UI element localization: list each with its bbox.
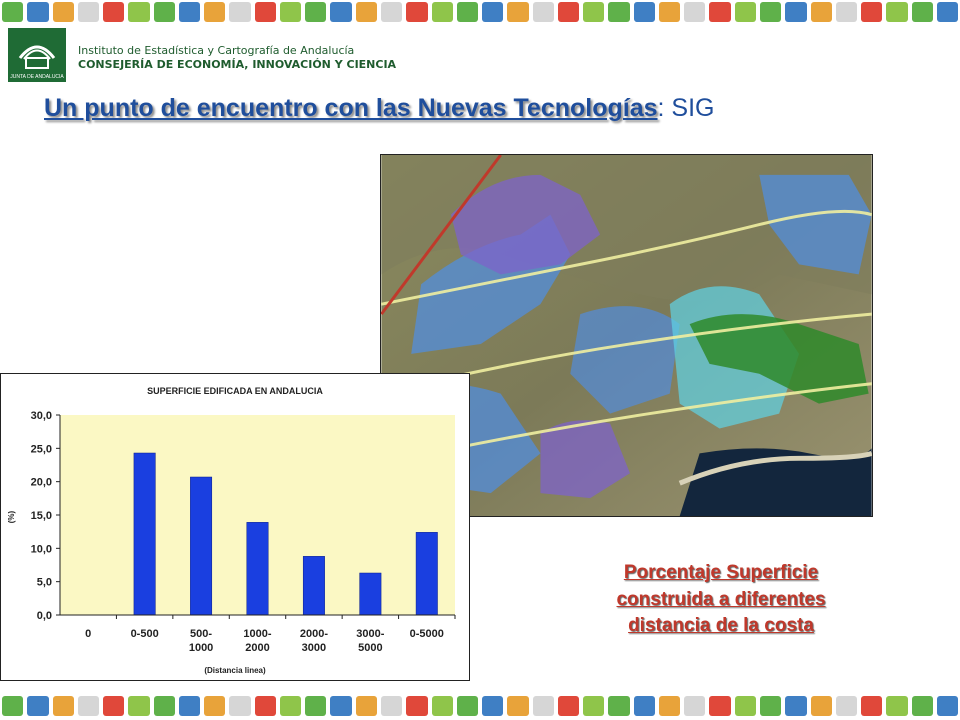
bar-chart <box>0 373 470 681</box>
stripe-tile <box>204 696 225 716</box>
top-decorative-stripe <box>0 2 960 22</box>
slide-title <box>44 94 715 123</box>
junta-andalucia-logo <box>8 28 66 82</box>
stripe-tile <box>103 2 124 22</box>
stripe-tile <box>937 696 958 716</box>
stripe-tile <box>558 696 579 716</box>
stripe-tile <box>608 696 629 716</box>
stripe-tile <box>634 696 655 716</box>
stripe-tile <box>811 2 832 22</box>
x-tick-label: 1000-2000 <box>243 628 272 654</box>
stripe-tile <box>27 2 48 22</box>
bar <box>416 532 437 615</box>
stripe-tile <box>204 2 225 22</box>
ministry-name: CONSEJERÍA DE ECONOMÍA, INNOVACIÓN Y CIENCIA <box>78 58 397 72</box>
stripe-tile <box>608 2 629 22</box>
stripe-tile <box>785 696 806 716</box>
stripe-tile <box>179 696 200 716</box>
stripe-tile <box>356 696 377 716</box>
stripe-tile <box>381 2 402 22</box>
bar <box>360 573 381 615</box>
chart-title: SUPERFICIE EDIFICADA EN ANDALUCIA <box>147 386 323 396</box>
stripe-tile <box>457 2 478 22</box>
stripe-tile <box>2 696 23 716</box>
stripe-tile <box>280 696 301 716</box>
stripe-tile <box>684 696 705 716</box>
stripe-tile <box>280 2 301 22</box>
stripe-tile <box>255 696 276 716</box>
caption-line-1: Porcentaje Superficie <box>623 562 819 583</box>
y-tick-label: 0,0 <box>36 610 52 622</box>
stripe-tile <box>179 2 200 22</box>
stripe-tile <box>558 2 579 22</box>
stripe-tile <box>330 696 351 716</box>
stripe-tile <box>836 2 857 22</box>
y-tick-label: 25,0 <box>30 443 52 456</box>
stripe-tile <box>912 2 933 22</box>
stripe-tile <box>709 696 730 716</box>
stripe-tile <box>861 2 882 22</box>
stripe-tile <box>785 2 806 22</box>
bar <box>247 522 268 615</box>
stripe-tile <box>53 696 74 716</box>
stripe-tile <box>735 696 756 716</box>
bar <box>190 477 211 615</box>
stripe-tile <box>27 696 48 716</box>
stripe-tile <box>154 2 175 22</box>
stripe-tile <box>406 2 427 22</box>
stripe-tile <box>255 2 276 22</box>
stripe-tile <box>154 696 175 716</box>
x-tick-label: 3000-5000 <box>356 628 385 654</box>
y-tick-label: 15,0 <box>30 510 52 522</box>
stripe-tile <box>356 2 377 22</box>
stripe-tile <box>583 696 604 716</box>
logo-text: JUNTA DE ANDALUCIA <box>10 74 64 80</box>
x-tick-label: 0-500 <box>130 628 159 640</box>
stripe-tile <box>128 696 149 716</box>
stripe-tile <box>735 2 756 22</box>
x-tick-label: 2000-3000 <box>299 628 328 654</box>
caption-line-2: construida a diferentes <box>616 588 826 610</box>
stripe-tile <box>330 2 351 22</box>
stripe-tile <box>78 2 99 22</box>
y-tick-label: 5,0 <box>36 576 52 589</box>
stripe-tile <box>684 2 705 22</box>
stripe-tile <box>760 696 781 716</box>
organization-name <box>78 44 396 73</box>
stripe-tile <box>482 2 503 22</box>
stripe-tile <box>53 2 74 22</box>
x-tick-label: 500-1000 <box>188 628 214 654</box>
stripe-tile <box>709 2 730 22</box>
caption-line-3: distancia de la costa <box>628 615 814 637</box>
stripe-tile <box>886 2 907 22</box>
stripe-tile <box>229 696 250 716</box>
slide-title-main: Un punto de encuentro con las Nuevas Tecnologías <box>44 94 658 122</box>
bar <box>303 556 324 615</box>
stripe-tile <box>533 696 554 716</box>
x-tick-label: 0 <box>85 628 92 640</box>
stripe-tile <box>583 2 604 22</box>
stripe-tile <box>432 696 453 716</box>
x-tick-label: 0-5000 <box>409 628 444 640</box>
y-axis-label: (%) <box>7 510 16 524</box>
stripe-tile <box>2 2 23 22</box>
institute-name: Instituto de Estadística y Cartografía de Andalucía <box>78 44 355 57</box>
stripe-tile <box>507 2 528 22</box>
stripe-tile <box>507 696 528 716</box>
y-tick-label: 20,0 <box>30 476 52 489</box>
stripe-tile <box>861 696 882 716</box>
stripe-tile <box>533 2 554 22</box>
stripe-tile <box>229 2 250 22</box>
stripe-tile <box>912 696 933 716</box>
stripe-tile <box>457 696 478 716</box>
stripe-tile <box>659 2 680 22</box>
stripe-tile <box>103 696 124 716</box>
map-caption <box>548 560 894 640</box>
y-tick-label: 10,0 <box>30 543 52 556</box>
stripe-tile <box>381 696 402 716</box>
stripe-tile <box>305 696 326 716</box>
stripe-tile <box>634 2 655 22</box>
stripe-tile <box>937 2 958 22</box>
stripe-tile <box>811 696 832 716</box>
stripe-tile <box>659 696 680 716</box>
stripe-tile <box>760 2 781 22</box>
stripe-tile <box>305 2 326 22</box>
stripe-tile <box>482 696 503 716</box>
stripe-tile <box>432 2 453 22</box>
stripe-tile <box>406 696 427 716</box>
bar <box>134 453 155 615</box>
stripe-tile <box>78 696 99 716</box>
stripe-tile <box>836 696 857 716</box>
x-axis-label: (Distancia linea) <box>204 666 266 675</box>
slide-title-suffix: : SIG <box>657 94 715 122</box>
bottom-decorative-stripe <box>0 696 960 716</box>
stripe-tile <box>128 2 149 22</box>
stripe-tile <box>886 696 907 716</box>
y-tick-label: 30,0 <box>30 410 52 422</box>
